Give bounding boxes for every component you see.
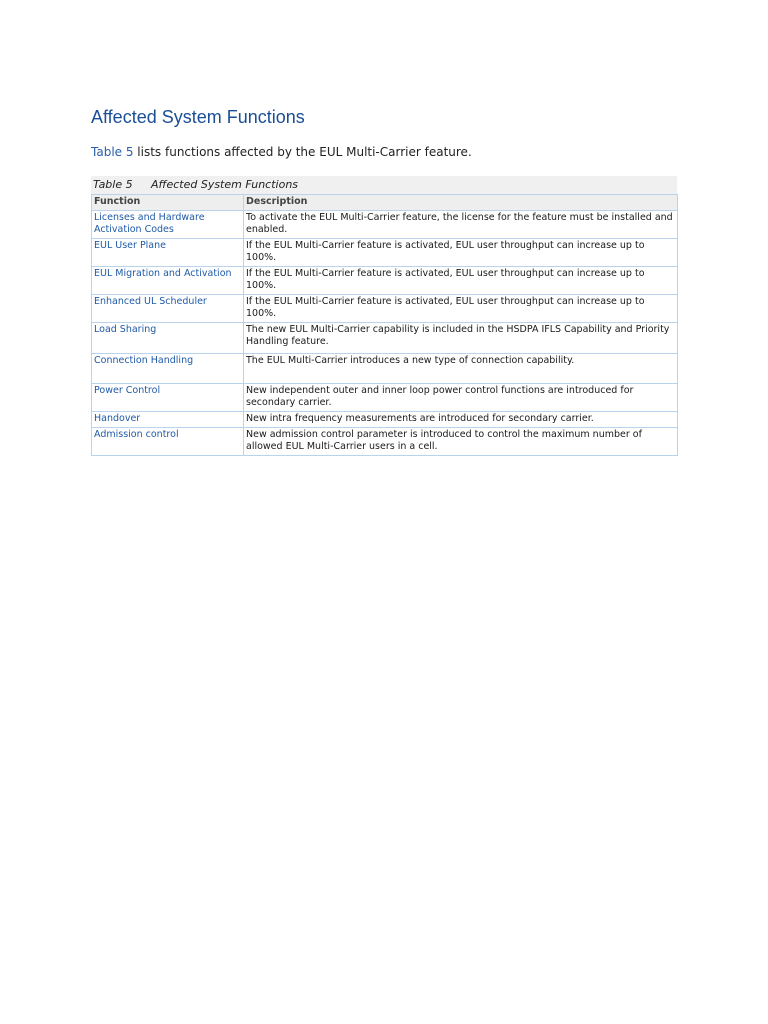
function-cell[interactable]: Power Control [92, 384, 244, 412]
function-cell[interactable]: Admission control [92, 428, 244, 456]
affected-functions-table [91, 194, 678, 456]
section-heading: Affected System Functions [91, 107, 305, 127]
function-cell[interactable]: Connection Handling [92, 354, 244, 384]
table-header-row [92, 195, 678, 211]
table-row [92, 239, 678, 267]
table-row [92, 412, 678, 428]
table-caption [91, 176, 677, 194]
function-cell[interactable]: Handover [92, 412, 244, 428]
table-row [92, 267, 678, 295]
function-cell[interactable]: EUL User Plane [92, 239, 244, 267]
function-cell[interactable]: Enhanced UL Scheduler [92, 295, 244, 323]
function-cell[interactable]: EUL Migration and Activation [92, 267, 244, 295]
affected-functions-table-block [91, 176, 677, 456]
intro-paragraph [91, 144, 472, 160]
function-cell[interactable]: Load Sharing [92, 323, 244, 354]
table-row [92, 295, 678, 323]
description-cell: The EUL Multi-Carrier introduces a new type of connection capability. [244, 354, 678, 384]
description-cell: New admission control parameter is introduced to control the maximum number of allowed EUL Multi-Carrier users in a cell. [244, 428, 678, 456]
column-header-function: Function [92, 195, 244, 211]
column-header-description: Description [244, 195, 678, 211]
description-cell: If the EUL Multi-Carrier feature is activated, EUL user throughput can increase up to 100%. [244, 239, 678, 267]
table-caption-number: Table 5 [93, 178, 133, 191]
table-caption-title: Affected System Functions [151, 178, 299, 191]
table-reference-link[interactable]: Table 5 [91, 145, 134, 159]
description-cell: New independent outer and inner loop power control functions are introduced for secondary carrier. [244, 384, 678, 412]
description-cell: To activate the EUL Multi-Carrier feature, the license for the feature must be installed and enabled. [244, 211, 678, 239]
table-row [92, 354, 678, 384]
description-cell: If the EUL Multi-Carrier feature is activated, EUL user throughput can increase up to 100%. [244, 295, 678, 323]
description-cell: New intra frequency measurements are introduced for secondary carrier. [244, 412, 678, 428]
function-cell[interactable]: Licenses and Hardware Activation Codes [92, 211, 244, 239]
table-row [92, 384, 678, 412]
intro-text: lists functions affected by the EUL Multi-Carrier feature. [133, 145, 472, 159]
description-cell: If the EUL Multi-Carrier feature is activated, EUL user throughput can increase up to 100%. [244, 267, 678, 295]
description-cell: The new EUL Multi-Carrier capability is included in the HSDPA IFLS Capability and Priority Handling feature. [244, 323, 678, 354]
table-row [92, 211, 678, 239]
table-row [92, 323, 678, 354]
table-row [92, 428, 678, 456]
